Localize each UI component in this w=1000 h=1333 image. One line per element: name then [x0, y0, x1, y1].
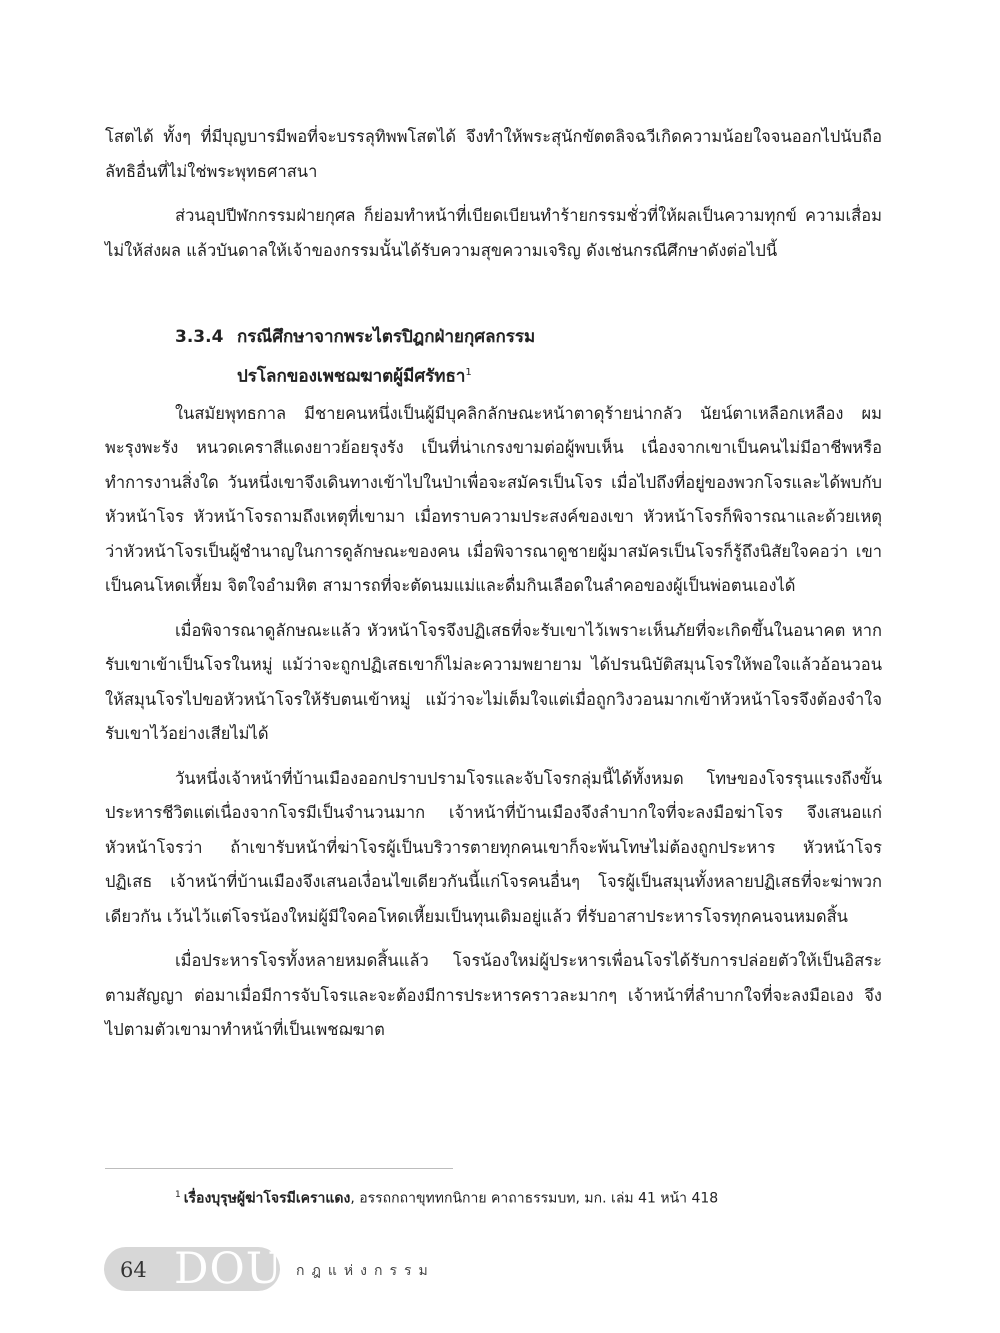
footnote	[175, 1184, 718, 1210]
paragraph: โสตได้ ทั้งๆ ที่มีบุญบารมีพอที่จะบรรลุทิพพโสตได้ จึงทำให้พระสุนักขัตตลิจฉวีเกิดความน้อยใจจนออกไปนับถือลัทธิอื่นที่ไม่ใช่พระพุทธศาสนา	[105, 127, 882, 181]
paragraph: ส่วนอุปปีฬกกรรมฝ่ายกุศล ก็ย่อมทำหน้าที่เบียดเบียนทำร้ายกรรมชั่วที่ให้ผลเป็นความทุกข์ ความเสื่อมไม่ให้ส่งผล แล้วบันดาลให้เจ้าของกรรมนั้นได้รับความสุขความเจริญ ดังเช่นกรณีศึกษาดังต่อไปนี้	[105, 206, 882, 260]
section-subtitle-text: ปรโลกของเพชฌฆาตผู้มีศรัทธา	[237, 366, 466, 387]
section-subtitle	[105, 355, 882, 395]
page-footer	[104, 1244, 704, 1294]
book-title: กฎแห่งกรรม	[296, 1263, 435, 1279]
footnote-divider	[105, 1168, 453, 1169]
paragraph: เมื่อพิจารณาดูลักษณะแล้ว หัวหน้าโจรจึงปฏิเสธที่จะรับเขาไว้เพราะเห็นภัยที่จะเกิดขึ้นในอนาคต หากรับเขาเข้าเป็นโจรในหมู่ แม้ว่าจะถูกปฏิเสธเขาก็ไม่ละความพยายาม ได้ปรนนิบัติสมุนโจรให้พอใจแล้วอ้อนวอนให้สมุนโจรไปขอหัวหน้าโจรให้รับตนเข้าหมู่ แม้ว่าจะไม่เต็มใจแต่เมื่อถูกวิงวอนมากเข้าหัวหน้าโจรจึงต้องจำใจรับเขาไว้อย่างเสียไม่ได้	[105, 620, 882, 744]
paragraph: ในสมัยพุทธกาล มีชายคนหนึ่งเป็นผู้มีบุคลิกลักษณะหน้าตาดุร้ายน่ากลัว นัยน์ตาเหลือกเหลือง ผมพะรุงพะรัง หนวดเคราสีแดงยาวย้อยรุงรัง เป็นที่น่าเกรงขามต่อผู้พบเห็น เนื่องจากเขาเป็นคนไม่มีอาชีพหรือทำการงานสิ่งใด วันหนึ่งเขาจึงเดินทางเข้าไปในป่าเพื่อจะสมัครเป็นโจร เมื่อไปถึงที่อยู่ของพวกโจรและได้พบกับหัวหน้าโจร หัวหน้าโจรถามถึงเหตุที่เขามา เมื่อทราบความประสงค์ของเขา หัวหน้าโจรก็พิจารณาและด้วยเหตุว่าหัวหน้าโจรเป็นผู้ชำนาญในการดูลักษณะของคน เมื่อพิจารณาดูชายผู้มาสมัครเป็นโจรก็รู้ถึงนิสัยใจคอว่า เขาเป็นคนโหดเหี้ยม จิตใจอำมหิต สามารถที่จะตัดนมแม่และดื่มกินเลือดในลำคอของผู้เป็นพ่อตนเองได้	[105, 403, 882, 596]
footnote-title: เรื่องบุรุษผู้ฆ่าโจรมีเคราแดง	[183, 1190, 351, 1207]
footnote-mark: 1	[175, 1190, 181, 1200]
page-number: 64	[120, 1258, 147, 1282]
page-content	[105, 120, 882, 1048]
section-heading	[105, 320, 882, 355]
section-title: กรณีศึกษาจากพระไตรปิฎกฝ่ายกุศลกรรม	[237, 327, 536, 347]
paragraph: วันหนึ่งเจ้าหน้าที่บ้านเมืองออกปราบปรามโจรและจับโจรกลุ่มนี้ได้ทั้งหมด โทษของโจรรุนแรงถึงขั้นประหารชีวิตแต่เนื่องจากโจรมีเป็นจำนวนมาก เจ้าหน้าที่บ้านเมืองจึงลำบากใจที่จะลงมือฆ่าโจร จึงเสนอแก่หัวหน้าโจรว่า ถ้าเขารับหน้าที่ฆ่าโจรผู้เป็นบริวารตายทุกคนเขาก็จะพ้นโทษไม่ต้องถูกประหาร หัวหน้าโจรปฏิเสธ เจ้าหน้าที่บ้านเมืองจึงเสนอเงื่อนไขเดียวกันนี้แก่โจรคนอื่นๆ โจรผู้เป็นสมุนทั้งหลายปฏิเสธที่จะฆ่าพวกเดียวกัน เว้นไว้แต่โจรน้องใหม่ผู้มีใจคอโหดเหี้ยมเป็นทุนเดิมอยู่แล้ว ที่รับอาสาประหารโจรทุกคนจนหมดสิ้น	[105, 768, 882, 926]
footnote-reference[interactable]: 1	[465, 367, 472, 378]
section-number: 3.3.4	[175, 327, 224, 347]
paragraph: เมื่อประหารโจรทั้งหลายหมดสิ้นแล้ว โจรน้องใหม่ผู้ประหารเพื่อนโจรได้รับการปล่อยตัวให้เป็นอิสระตามสัญญา ต่อมาเมื่อมีการจับโจรและจะต้องมีการประหารคราวละมากๆ เจ้าหน้าที่ลำบากใจที่จะลงมือเอง จึงไปตามตัวเขามาทำหน้าที่เป็นเพชฌฆาต	[105, 951, 882, 1040]
footnote-citation: , อรรถกถาขุททกนิกาย คาถาธรรมบท, มก. เล่ม 41 หน้า 418	[350, 1190, 719, 1207]
brand-logo: DOU	[174, 1244, 283, 1294]
